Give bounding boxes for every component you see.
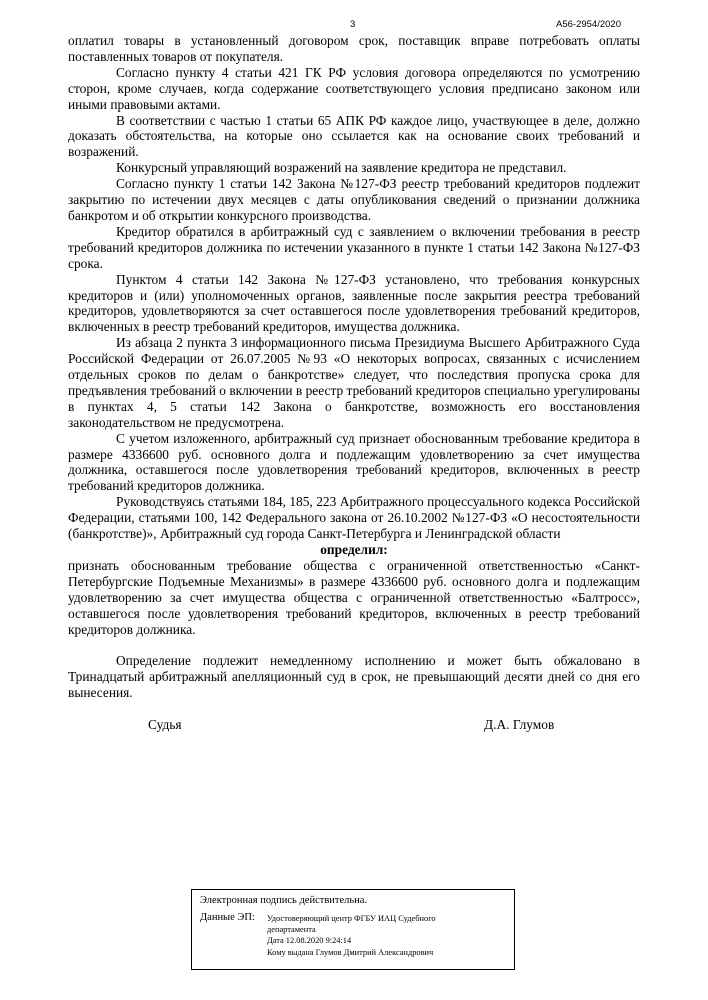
esignature-details (267, 913, 436, 958)
ruling-text: признать обоснованным требование общества с ограниченной ответственностью «Санкт-Петербургские Подъемные Механизмы» в размере 4336600 руб. основного долга и подлежащим удовлетворению за счет имущества общества с ограниченной ответственностью «Балтросс», оставшегося после удовлетворения требований кредиторов, включенных в реестр требований кредиторов должника. (68, 557, 640, 637)
page-header (0, 19, 708, 33)
judge-role: Судья (148, 717, 182, 733)
case-number: А56-2954/2020 (556, 19, 621, 30)
document-body (68, 33, 640, 735)
paragraph: С учетом изложенного, арбитражный суд признает обоснованным требование кредитора в размере 4336600 руб. основного долга и подлежащим удовлетворению за счет имущества должника, оставшегося после удовлетворения требований кредиторов, включенных в реестр требований кредиторов должника. (68, 430, 640, 494)
paragraph: Из абзаца 2 пункта 3 информационного письма Президиума Высшего Арбитражного Суда Российской Федерации от 26.07.2005 №93 «О некоторых вопросах, связанных с исчислением отдельных сроков по делам о банкротстве» следует, что последствия пропуска срока для предъявления требований о включении в реестр требований кредиторов специально урегулированы в пунктах 4, 5 статьи 142 Закона о банкротстве, возможность его восстановления законодательством не предусмотрена. (68, 335, 640, 430)
esignature-data-label: Данные ЭП: (200, 912, 255, 923)
paragraph: оплатил товары в установленный договором срок, поставщик вправе потребовать оплаты поставленных товаров от покупателя. (68, 33, 640, 64)
esignature-date: Дата 12.08.2020 9:24:14 (267, 936, 352, 946)
page-number: 3 (350, 19, 356, 30)
esignature-valid-text: Электронная подпись действительна. (200, 895, 368, 906)
paragraph: Конкурсный управляющий возражений на заявление кредитора не представил. (116, 160, 567, 176)
paragraph: В соответствии с частью 1 статьи 65 АПК РФ каждое лицо, участвующее в деле, должно доказать обстоятельства, на которые оно ссылается как на основание своих требований и возражений. (68, 112, 640, 160)
paragraph: Согласно пункту 1 статьи 142 Закона №127-ФЗ реестр требований кредиторов подлежит закрытию по истечении двух месяцев с даты опубликования сведений о признании должника банкротом и об открытии конкурсного производства. (68, 176, 640, 223)
paragraph: Руководствуясь статьями 184, 185, 223 Арбитражного процессуального кодекса Российской Федерации, статьями 100, 142 Федерального закона от 26.10.2002 №127-ФЗ «О несостоятельности (банкротстве)», Арбитражный суд города Санкт-Петербурга и Ленинградской области (68, 494, 640, 542)
paragraph: Согласно пункту 4 статьи 421 ГК РФ условия договора определяются по усмотрению сторон, кроме случаев, когда содержание соответствующего условия предписано законом или иными правовыми актами. (68, 64, 640, 112)
esignature-issuer-line: департамента (267, 925, 316, 935)
paragraph: Пунктом 4 статьи 142 Закона №127-ФЗ установлено, что требования конкурсных кредиторов и (или) уполномоченных органов, заявленные после закрытия реестра требований кредиторов, удовлетворяются за счет оставшегося после удовлетворения требований кредиторов, включенных в реестр требований кредиторов, имущества должника. (68, 271, 640, 335)
ruling-heading: определил: (320, 542, 388, 557)
esignature-issued-to: Кому выдана Глумов Дмитрий Александрович (267, 947, 434, 957)
judge-name: Д.А. Глумов (484, 717, 555, 733)
appeal-text: Определение подлежит немедленному исполнению и может быть обжаловано в Тринадцатый арбитражный апелляционный суд в срок, не превышающий десяти дней со дня его вынесения. (68, 653, 640, 701)
paragraph: Кредитор обратился в арбитражный суд с заявлением о включении требования в реестр требований кредиторов должника по истечении указанного в пункте 1 статьи 142 Закона №127-ФЗ срока. (68, 223, 640, 271)
signature-row (68, 717, 640, 735)
esignature-issuer-line: Удостоверяющий центр ФГБУ ИАЦ Судебного (267, 914, 436, 923)
electronic-signature-stamp (191, 889, 515, 970)
